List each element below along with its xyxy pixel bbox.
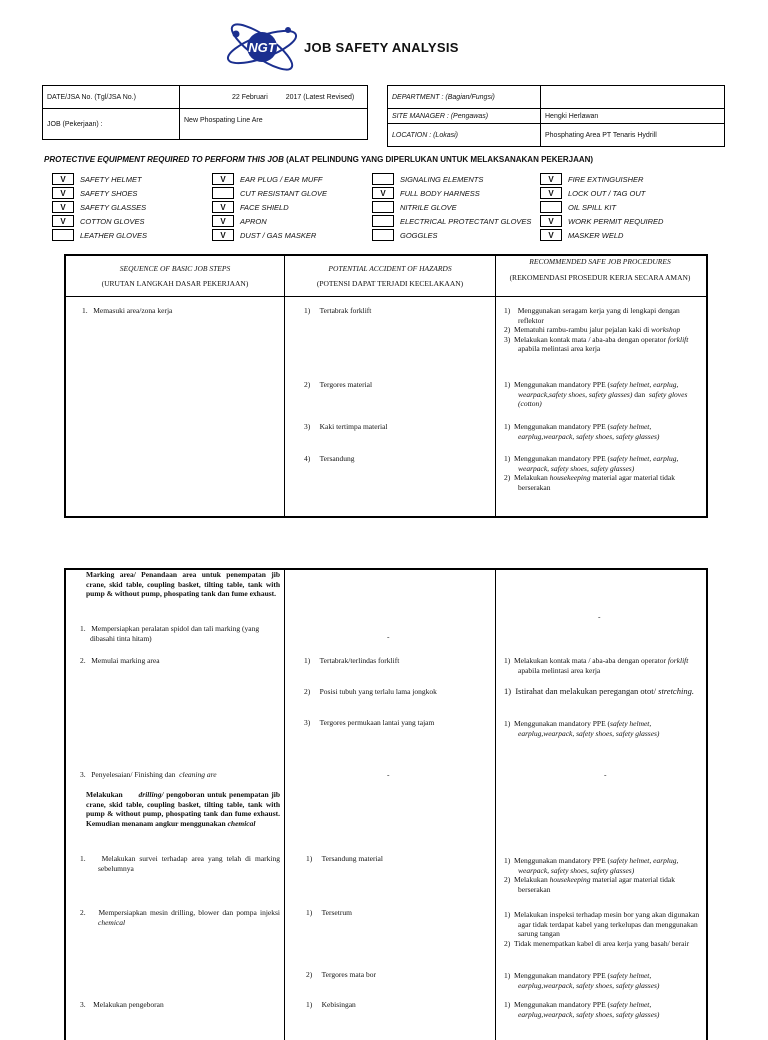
location-label: LOCATION : (Lokasi)	[388, 124, 541, 147]
ppe-item[interactable]: CUT RESISTANT GLOVE	[212, 186, 327, 200]
ppe-checkbox[interactable]: V	[212, 201, 234, 213]
s2-step-1: 1. Mempersiapkan peralatan spidol dan tali marking (yang dibasahi tinta hitam)	[80, 624, 260, 643]
s2-hazard-2: 2) Posisi tubuh yang terlalu lama jongkok	[304, 687, 437, 696]
jsa-table-2	[64, 568, 708, 1040]
ppe-checkbox[interactable]: V	[212, 229, 234, 241]
d-procedure-2: 1) Melakukan inspeksi terhadap mesin bor yang akan digunakan agar tidak terdapat kabel yang terkelupas dan menggunakan sarung tangan 2) Tidak menempatkan kabel di area kerja yang basah/ berair	[504, 910, 700, 948]
d-hazard-4: 1) Kebisingan	[306, 1000, 356, 1009]
ppe-checkbox[interactable]	[372, 201, 394, 213]
ppe-checkbox[interactable]	[372, 215, 394, 227]
ppe-checkbox[interactable]	[372, 173, 394, 185]
ppe-column-4	[540, 172, 663, 242]
d-step-2: 2. Mempersiapkan mesin drilling, blower dan pompa injeksi chemical	[80, 908, 280, 927]
col1-header-sub: (URUTAN LANGKAH DASAR PEKERJAAN)	[101, 279, 249, 288]
ppe-checkbox[interactable]: V	[52, 215, 74, 227]
ppe-item[interactable]: V FACE SHIELD	[212, 200, 327, 214]
col1-header: SEQUENCE OF BASIC JOB STEPS	[119, 264, 231, 273]
ppe-item[interactable]: OIL SPILL KIT	[540, 200, 663, 214]
hazard-3: 3) Kaki tertimpa material	[304, 422, 388, 431]
ppe-item[interactable]: V SAFETY SHOES	[52, 186, 147, 200]
hazard-4: 4) Tersandung	[304, 454, 355, 463]
drilling-title: Melakukan drilling/ pengoboran untuk penempatan jib crane, skid table, coupling basket, tilting table, tank with pump & without pump, phospating tank dan fume exhaust. Kemudian menanam angkur menggunakan chemical	[86, 790, 281, 828]
job-value: New Phospating Line Are	[180, 109, 368, 140]
ppe-checkbox[interactable]	[52, 229, 74, 241]
ppe-checkbox[interactable]: V	[52, 201, 74, 213]
ppe-checkbox[interactable]: V	[52, 187, 74, 199]
ppe-item[interactable]: SIGNALING ELEMENTS	[372, 172, 531, 186]
ppe-item[interactable]: NITRILE GLOVE	[372, 200, 531, 214]
job-label: JOB (Pekerjaan) :	[43, 109, 180, 140]
ppe-column-1	[52, 172, 147, 242]
ppe-checkbox[interactable]: V	[212, 215, 234, 227]
ppe-item[interactable]: V FULL BODY HARNESS	[372, 186, 531, 200]
department-label: DEPARTMENT : (Bagian/Fungsi)	[388, 86, 541, 109]
site-manager-value: Hengki Herlawan	[541, 109, 725, 124]
d-step-3: 3. Melakukan pengeboran	[80, 1000, 164, 1009]
procedure-3: 1) Menggunakan mandatory PPE (safety helmet, earplug,wearpack, safety shoes, safety glasses)	[504, 422, 660, 441]
ppe-checkbox[interactable]	[212, 187, 234, 199]
s2-procedure-3: 1) Menggunakan mandatory PPE (safety helmet, earplug,wearpack, safety shoes, safety glasses)	[504, 719, 660, 738]
ppe-column-2	[212, 172, 327, 242]
revision-value: 2017 (Latest Revised)	[285, 93, 355, 101]
date-value-cell	[180, 86, 368, 109]
ppe-item[interactable]: V EAR PLUG / EAR MUFF	[212, 172, 327, 186]
d-procedure-1: 1) Menggunakan mandatory PPE (safety helmet, earplug, wearpack, safety shoes, safety glasses) 2) Melakukan housekeeping material agar material tidak berserakan	[504, 856, 679, 894]
ppe-heading: PROTECTIVE EQUIPMENT REQUIRED TO PERFORM THIS JOB (ALAT PELINDUNG YANG DIPERLUKAN UNTUK MELAKSANAKAN PEKERJAAN)	[44, 155, 594, 164]
hazard-2: 2) Tergores material	[304, 380, 373, 389]
procedure-4: 1) Menggunakan mandatory PPE (safety helmet, earplug, wearpack, safety shoes, safety glasses) 2) Melakukan housekeeping material agar material tidak berserakan	[504, 454, 679, 492]
date-value: 22 Februari	[232, 93, 268, 101]
ppe-item[interactable]: LEATHER GLOVES	[52, 228, 147, 242]
site-info-table	[387, 85, 725, 147]
d-hazard-1: 1) Tersandung material	[306, 854, 383, 863]
ppe-checkbox[interactable]: V	[540, 215, 562, 227]
logo-text: NGT	[248, 40, 276, 55]
ppe-checkbox[interactable]: V	[52, 173, 74, 185]
s2-procedure-2: 1) Istirahat dan melakukan peregangan otot/ stretching.	[504, 686, 694, 696]
d-procedure-4: 1) Menggunakan mandatory PPE (safety helmet, earplug,wearpack, safety shoes, safety glasses)	[504, 1000, 660, 1019]
col3-header: RECOMMENDED SAFE JOB PROCEDURES	[529, 257, 671, 266]
d-hazard-2: 1) Tersetrum	[306, 908, 352, 917]
ppe-item[interactable]: V MASKER WELD	[540, 228, 663, 242]
marking-title: Marking area/ Penandaan area untuk penempatan jib crane, skid table, coupling basket, tilting table, tank with pump & without pump, phospating tank dan fume exhaust.	[86, 570, 280, 598]
ppe-item[interactable]: ELECTRICAL PROTECTANT GLOVES	[372, 214, 531, 228]
dash: -	[604, 770, 607, 779]
job-info-table	[42, 85, 368, 140]
ppe-item[interactable]: V WORK PERMIT REQUIRED	[540, 214, 663, 228]
ppe-column-3	[372, 172, 531, 242]
jsa-table-1	[64, 254, 708, 518]
site-manager-label: SITE MANAGER : (Pengawas)	[388, 109, 541, 124]
ppe-checkbox[interactable]	[372, 229, 394, 241]
col2-header: POTENTIAL ACCIDENT OF HAZARDS	[328, 264, 452, 273]
ppe-checkbox[interactable]	[540, 201, 562, 213]
ppe-checkbox[interactable]: V	[540, 187, 562, 199]
ppe-item[interactable]: V APRON	[212, 214, 327, 228]
step-1: 1. Memasuki area/zona kerja	[82, 306, 173, 315]
ppe-item[interactable]: V DUST / GAS MASKER	[212, 228, 327, 242]
d-step-1: 1. Melakukan survei terhadap area yang telah di marking sebelumnya	[80, 854, 281, 873]
d-hazard-3: 2) Tergores mata bor	[306, 970, 376, 979]
location-value: Phosphating Area PT Tenaris Hydrill	[541, 124, 725, 147]
d-procedure-3: 1) Menggunakan mandatory PPE (safety helmet, earplug,wearpack, safety shoes, safety glasses)	[504, 971, 660, 990]
page-title: JOB SAFETY ANALYSIS	[304, 40, 459, 55]
col3-header-sub: (REKOMENDASI PROSEDUR KERJA SECARA AMAN)	[509, 273, 691, 282]
ppe-item[interactable]: V SAFETY GLASSES	[52, 200, 147, 214]
procedure-2: 1) Menggunakan mandatory PPE (safety helmet, earplug, wearpack,safety shoes, safety glasses) dan safety gloves (cotton)	[504, 380, 688, 408]
dash: -	[598, 612, 601, 621]
procedure-1: 1) Menggunakan seragam kerja yang di lengkapi dengan reflektor 2) Mematuhi rambu-rambu jalur pejalan kaki di workshop 3) Melakukan kontak mata / aba-aba dengan operator forklift apabila melintasi area kerja	[504, 306, 689, 353]
department-value	[541, 86, 725, 109]
ppe-item[interactable]: GOGGLES	[372, 228, 531, 242]
ppe-item[interactable]: V SAFETY HELMET	[52, 172, 147, 186]
dash: -	[387, 770, 390, 779]
hazard-1: 1) Tertabrak forklift	[304, 306, 372, 315]
col2-header-sub: (POTENSI DAPAT TERJADI KECELAKAAN)	[316, 279, 464, 288]
ppe-item[interactable]: V FIRE EXTINGUISHER	[540, 172, 663, 186]
s2-hazard-3: 3) Tergores permukaan lantai yang tajam	[304, 718, 435, 727]
s2-procedure-1: 1) Melakukan kontak mata / aba-aba dengan operator forklift apabila melintasi area kerja	[504, 656, 689, 675]
ppe-item[interactable]: V LOCK OUT / TAG OUT	[540, 186, 663, 200]
s2-step-2: 2. Memulai marking area	[80, 656, 160, 665]
s2-step-3: 3. Penyelesaian/ Finishing dan cleaning are	[80, 770, 217, 779]
s2-hazard-1: 1) Tertabrak/terlindas forklift	[304, 656, 400, 665]
dash: -	[387, 632, 390, 641]
ppe-checkbox[interactable]: V	[540, 173, 562, 185]
ppe-checkbox[interactable]: V	[540, 229, 562, 241]
date-label: DATE/JSA No. (Tgl/JSA No.)	[43, 86, 180, 109]
ppe-checkbox[interactable]: V	[372, 187, 394, 199]
ppe-item[interactable]: V COTTON GLOVES	[52, 214, 147, 228]
ppe-checkbox[interactable]: V	[212, 173, 234, 185]
company-logo	[222, 16, 300, 78]
